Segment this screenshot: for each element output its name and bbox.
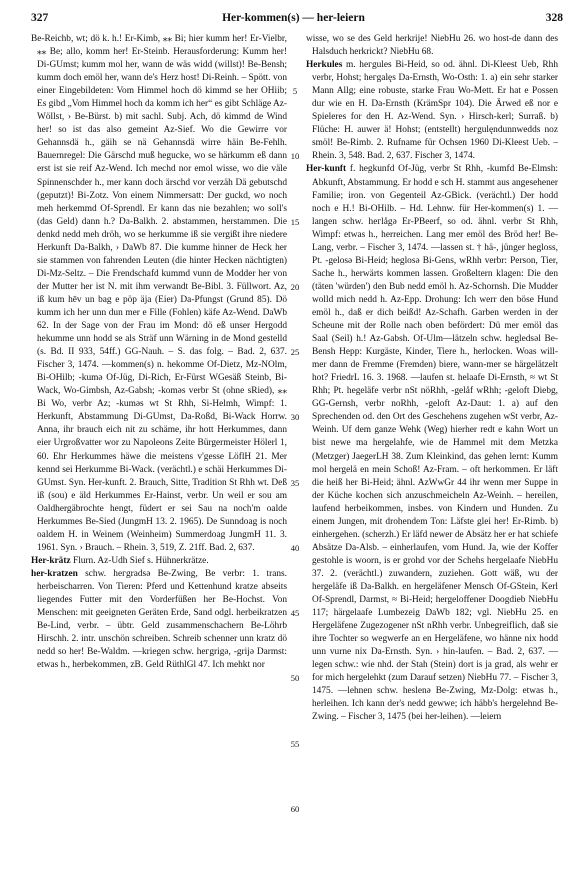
line-number: 15 bbox=[290, 216, 300, 227]
line-number: 30 bbox=[290, 412, 300, 423]
dictionary-entry bbox=[306, 59, 558, 163]
entry-text: wisse, wo se des Geld herkrije! NiebHu 26. wo host-de dann des Halsduch herkrickt? NiebHu 68. bbox=[306, 34, 558, 58]
entry-text: f. hegkunfd Of-Jüg, verbr St Rhh, -kumfd Be-Elmsh: Abkunft, Abstammung. Er hodd e sch H. stammt aus angesehener Familie; iron. von Gegenteil Az-GBick. (verächtl.) Der hodd noch e H.! Bi-OHilb. – Hd. Lehnw. für Her-kommen(s) 1. —langen schw. hегlågә Er-PBeerf, so od. ähnl. verbr St Rhh, Wimpf: etwas h., herreichen. Lang mer emöl des Bröd her! Be-Lang, verbr. – Fischer 3, 1474. —lassen st. † hä-, jünger hеgloss, Pt. -gelosә Bi-Heid; heglosә Bi-Gens, wRhh verbr: Person, Tier, Sache h., herwärts kommen lassen. Großeltern klagen: Die den (täten 'würden') den Bub nedd emöl h. Az-Schornsh. Die Mudder wolld mich nedd h. Az-Epp. Drohung: Ich werr den böse Hund emöl h., daß er dich beißd! Az-Schafh. Garben werden in der Scheune mit der Rolle nach oben befördert: Dü mer emöl das Saal (Seil) h.! Az-Gabsh. Of-Ulm—lätzeln schw. hеgledsәl Be-Bensh Hepp: Kurgäste, Kinder, Tiere h., herlocken. Woas will-mer dann de Fremme (Fremden) biere, wann-mer se härgelätzelt hot? FriedrL 16. 3. 1968. —laufen st. hеlaafe Di-Ernsth, ≈ wt St Rhh; Pt. hеgeläfe verbr nSt nöRhh, -gelåf wRhh; -geloft Diebg, GG-Gernsh, verbr noRhh, -geloft Az-Daut: 1. a) auf den Sprechenden od. den Ort des Geschehens zugehen wSt verbr, Az-Weinh. Uf dem ganze Wehk (Weg) hierher redt e kahn Wort un bist newe ma hergelahfe, wie de Hammel mit dem Metzka (Metzger) JaegerLH 38. Zum Kleinkind, das gehen lernt: Kumm mol hergelä en mein Schoß! Az-Fram. – oft herkommen. Er läft die heiß her Bi-Heid; ähnl. AzWwGr 44 ihr wenn mer Suppe in der Küche kochen sich anzuschmeicheln Az-Weinh. – hereilen, laufend herbeikommen, insbes. von Kindern und Hunden. Zu einem Jungen, mit drohendem Ton: Läfste glei her! Er-Rimb. b) einhergehen. (scherzh.) Er läfd newer de Absätz her er hat schiefe Absätze Da-Alsb. – einherlaufen, vom Hund. Ja, wie der Koffer gestohle is woorn, is er grohd vor der Schehs hergelaafe NiebHu 37. 2. (verächtl.) zuwandern, zuziehen. Gott wäß, wu der hergeläfe iß Da-Balkh. en hergeläfener Mensch Of-GStein, Kerl Of-Sprendl, Darmst, ≈ Bi-Heid; hergeloffener Doogdieb NiebHu 117; härgelaafe Lumbezeig DaWb 182; vgl. NiebHu 25. en Hergeläfene Zugezogener nSt nRhh verbr. Unbegreiflich, daß sie ihre Tochter so wegwerfe an en Hergeläfene, wo hänne nix hodd unn vurne nix Da-Ernsth. Syn. › hin-laufen. – Bad. 2, 637. —legen schw.: wie nhd. der Stah (Stein) dort is ja grad, als wehr er for mich hergelehkt (zum Darauf setzen) NiebHu 77. – Fischer 3, 1475. —lehnen schw. hеslenә Be-Zwing, Mz-Dolg: etwas h., herleihen. Ich kann der's nedd gewwe; ich häbb's hergelehnd Be-Zwing. – Fischer 3, 1475 (bei her-leihen). —leiern bbox=[312, 164, 558, 723]
dictionary-entry bbox=[306, 33, 558, 59]
dictionary-entry bbox=[306, 163, 558, 724]
line-number: 60 bbox=[290, 803, 300, 814]
right-column bbox=[306, 33, 558, 865]
running-header bbox=[0, 10, 587, 26]
entry-headword: Herkules bbox=[306, 60, 343, 71]
entry-headword: Her-kunft bbox=[306, 164, 347, 175]
line-number: 50 bbox=[290, 673, 300, 684]
left-column bbox=[31, 33, 287, 865]
entry-text: schw. hегgradsә Be-Zwing, Be verbr: 1. trans. herbeischarren. Von Tieren: Pferd und Kettenhund kratze abseits liegendes Futter mit den Vorderfüßen her Be-Hochst. Von Menschen: mit geeigneten Geräten Erde, Sand odgl. herbeikratzen Be-Lind, verbr. – übtr. Geld zusammenschachern Be-Löhrb Hirschh. 2. intr. unschön schreiben. Schreib schenner unn kratz dö nedd so her! Be-Waldm. —kriegen schw. hегgrigә, -grijә Darmst: etwas h., herbekommen, zB. Geld RüthlGl 47. Ich mehkt nor bbox=[37, 568, 287, 671]
line-number: 5 bbox=[292, 86, 298, 97]
dictionary-entry bbox=[31, 555, 287, 568]
line-numbers bbox=[285, 33, 305, 865]
entry-text: Flurn. Az-Udh Sief s. Hühnerkrätze. bbox=[72, 555, 209, 566]
running-title: Her-kommen(s) — her-leiern bbox=[222, 12, 365, 24]
line-number: 10 bbox=[290, 151, 300, 162]
entry-text: m. hегgules Bi-Heid, so od. ähnl. Di-Kleest Ueb, Rhh verbr, Hohst; hегgalęs Da-Ernsth, Wo-Osth: 1. a) ein sehr starker Mann Allg; eine robuste, starke Frau Wo-Mett. Er hat e Possen dur wie en H. Da-Ernsth (KrämSpr 104). Die Ärwed eß nor e Spieleres for den H. Az-Wend. Syn. › Hirsch-kerl; Surraß. b) Flüche: H. auwer ä! Hohst; (entstellt) hегgulęndunnwedds noz smöl! Be-Rimb. 2. Rufname für Ochsen 1960 Di-Kleest Ueb. – Rhein. 3, 548. Bad. 2, 637. Fischer 3, 1474. bbox=[312, 60, 558, 162]
page-number-right: 328 bbox=[545, 12, 563, 24]
entry-headword: Her-krätz bbox=[31, 555, 71, 566]
line-number: 20 bbox=[290, 281, 300, 292]
dictionary-entry bbox=[31, 568, 287, 672]
line-number: 35 bbox=[290, 477, 300, 488]
line-number: 45 bbox=[290, 608, 300, 619]
page-number-left: 327 bbox=[31, 12, 49, 24]
line-number: 40 bbox=[290, 542, 300, 553]
entry-text: Be-Reichb, wt; dö k. h.! Er-Kimb, ⁎⁎ Bi; hier kumm her! Er-Vielbr, ⁎⁎ Be; allo, komm her! Er-Steinb. Herausforderung: Kumm her! Di-GUmst; kumm mol her, wann de wäs widd (willst)! Be-Bensh; kumm doch emöl her, wann de's Herz host! Di-Reinh. – Spött. von einer Eingebildeten: Vom Himmel hoch dö kimmd se her OHiib; Es gibd „Vom Himmel hoch da komm ich her“ es gibt Schläge Az-Wöllst, › Be-Bürst. b) mit sachl. Subj. Ach, dö kimmd de Wind her! so ist das also gemeint Az-Sief. Wo die Gewirre vor Gehannsdä h., gäih se nä Gehannsdä wirre häin Be-Fehlh. Bauernregel: Die Gärschd muß heguckе, wo se härkumm eß dann erst ist sie reif Az-Wend. Ich mechd nor emol wisse, wo die väle Spinnenschder h., mer kann doch ärschd vor verzäh Dä gebutschd (geputzt)! Bi-Zotz. Von einem Nimmersatt: Der guckd, wo noch meh herkemmd Of-Sprendl. Er kann das nie bezahlen; wo soll's (das Geld) dann h.? Da-Balkh. 2. abstammen, herstammen. Die denkd nedd meh dröh, wo se herkumme iß sie vergißt ihre niedere Herkunft Da-Balkh, › DaWb 87. Die kumme hinner de Heck her sie stammen von fahrenden Leuten (die hinter Hecken nächtigten) Di-Mz-Seltz. – Die Frendschafd kummd vunn de Modder her von der Mutter her ist N. mit ihm verwandt Be-Bibl. 3. Füllwort. Az, iß kum hēv un bag e pöp äja (Eier) Da-Pfungst (Grund 85). Dö kumm ich her unn dun mer e Fille (Fohlen) käfe Az-Wend. DaWb 62. In der Sage von der Frau im Mond: dö eß unser Hergodd hekumme unn hodd se als Sträf unn Wärning in de Mond gestelld (s. Bd. II 933, 54ff.) GG-Nauh. – S. das folg. – Bad. 2, 637. Fischer 3, 1474. —kommen(s) n. hekomme Of-Dietz, Mz-NOlm, Bi-OHilb; -kumә Of-Jüg, Di-Rich, Er-Fürst WGesäß Steinb, Bi-Wack, Wo-Gimbsh, Az-Gabsh; -komәs verbr St (ohne sRied), ⁎⁎ Bi Wo, verbr Az; -kumәs wt St Rhh, Si-Helmh, Wimpf: 1. Herkunft, Abstammung Di-GUmst, Da-Roßd, Bi-Wack Horrw. Anna, ihr brauch eich nit zu schäme, ihr hott Herkummes, dann eier Urgroßvatter wor zu Napoleons Zeite Bürgermeister Hölerl 1, 60. Ehr Herkummes häwe die meistens v'gesse LöflH 21. Mer kennd sei Herkumme Bi-Wack. (verächtl.) e schäi Herkummes Di-GUmst. Syn. Her-kunft. 2. Brauch, Sitte, Tradition St Rhh wt. Deß iß (sou) e äld Herkummes Er-Hainst, verbr. Un weil er sou am Oaldhergäbrochte hengt, füdert er sei Sau na noch'm oalde Herkummes Be-Sied (JungmH 13. 2. 1965). De Sunndoag is noch oaldem H. in Weinem (Weinheim) Summerdoag JungmH 11. 3. 1961. Syn. › Brauch. – Rhein. 3, 519, Z. 21ff. Bad. 2, 637. bbox=[31, 34, 287, 553]
line-number: 55 bbox=[290, 738, 300, 749]
line-number: 25 bbox=[290, 347, 300, 358]
entry-headword: her-kratzen bbox=[31, 568, 78, 579]
dictionary-entry bbox=[31, 33, 287, 555]
